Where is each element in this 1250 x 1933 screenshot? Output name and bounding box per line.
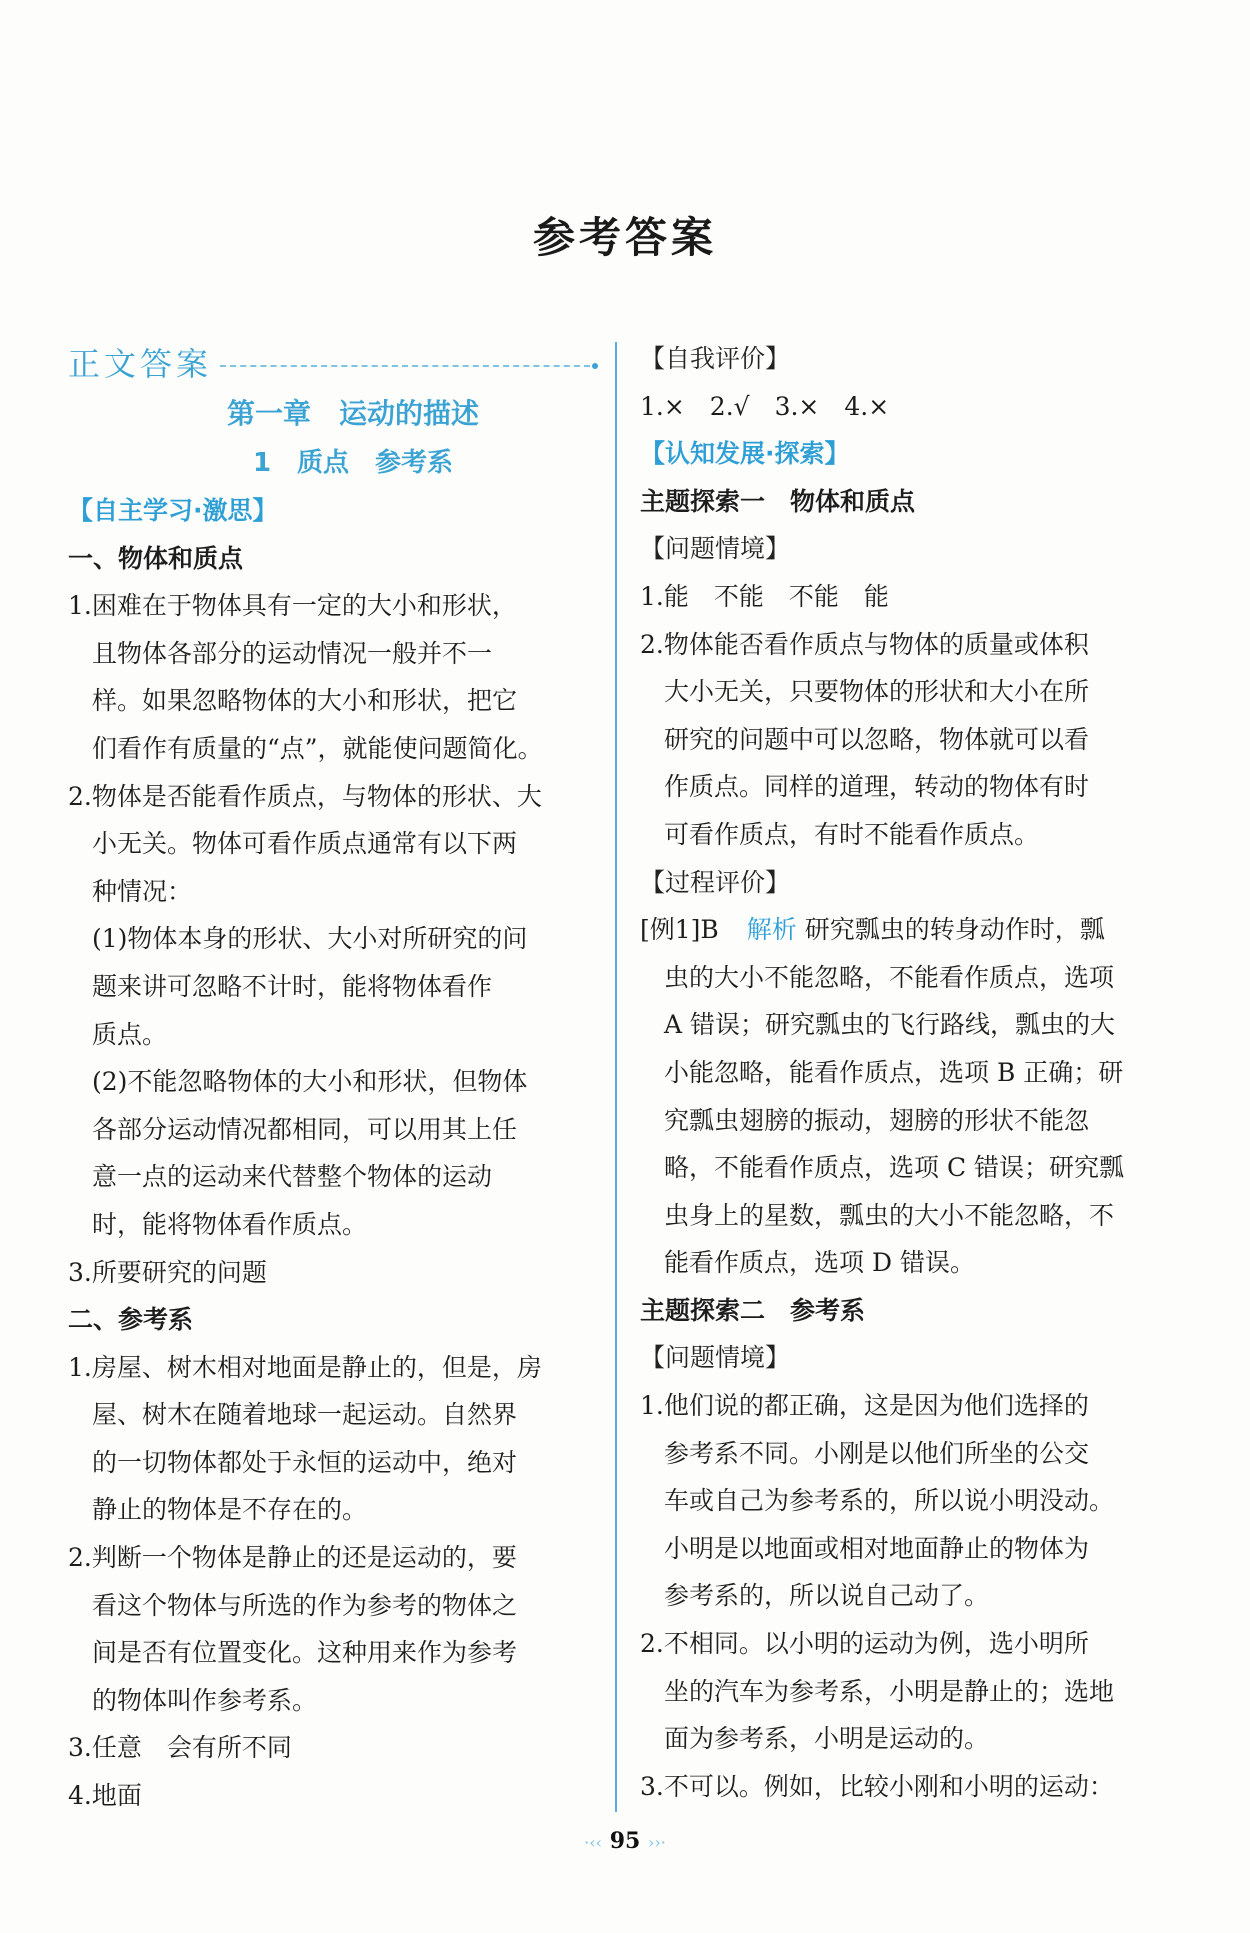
line-text: 小明是以地面或相对地面静止的物体为 [664,1533,1090,1563]
line-text: 【问题情境】 [640,1343,791,1373]
text-line [68,1677,598,1725]
page-footer [0,1828,1250,1854]
text-line [640,1001,1170,1049]
line-text: 3.所要研究的问题 [68,1257,267,1287]
line-text: 作质点。同样的道理，转动的物体有时 [664,772,1090,802]
line-text: 1.他们说的都正确，这是因为他们选择的 [640,1391,1089,1421]
right-text-lines [640,335,1170,1810]
section-heading-text: 正文答案 [68,345,213,383]
text-line [640,1477,1170,1525]
text-line [640,1049,1170,1097]
line-text: 【过程评价】 [640,867,791,897]
line-text: 1.房屋、树木相对地面是静止的，但是，房 [68,1352,542,1382]
line-text: 样。如果忽略物体的大小和形状，把它 [92,686,518,716]
line-text: 们看作有质量的“点”，就能使问题简化。 [92,733,543,763]
page-number: 95 [609,1828,641,1854]
text-line [68,677,598,725]
text-line [640,1572,1170,1620]
line-text: 坐的汽车为参考系，小明是静止的；选地 [664,1676,1115,1706]
text-line [68,1106,598,1154]
text-line [640,1287,1170,1335]
line-text: 屋、树木在随着地球一起运动。自然界 [92,1400,518,1430]
line-text: 看这个物体与所选的作为参考的物体之 [92,1590,518,1620]
text-line [68,1534,598,1582]
line-text: 3.任意 会有所不同 [68,1733,292,1763]
text-line [640,1525,1170,1573]
line-text: 二、参考系 [68,1305,194,1335]
right-column [640,335,1170,1810]
line-text: 面为参考系，小明是运动的。 [664,1724,990,1754]
text-line [68,868,598,916]
line-text: 小能忽略，能看作质点，选项 B 正确；研 [664,1057,1124,1087]
text-line [68,1724,598,1772]
line-text: 略，不能看作质点，选项 C 错误；研究瓢 [664,1153,1125,1183]
text-line [68,820,598,868]
line-text: 大小无关，只要物体的形状和大小在所 [664,677,1090,707]
line-text: 各部分运动情况都相同，可以用其上任 [92,1114,518,1144]
text-line [640,621,1170,669]
section-heading [68,335,598,389]
line-text: 可看作质点，有时不能看作质点。 [664,819,1040,849]
line-text: 意一点的运动来代替整个物体的运动 [92,1162,493,1192]
line-text: 的物体叫作参考系。 [92,1685,318,1715]
text-line [640,430,1170,478]
text-line [640,1763,1170,1811]
text-line [640,1239,1170,1287]
left-column [68,335,598,1820]
line-text: 【问题情境】 [640,534,791,564]
text-line [640,573,1170,621]
text-line [68,487,598,535]
line-text: 2.物体是否能看作质点，与物体的形状、大 [68,781,542,811]
text-line [640,954,1170,1002]
line-text: 参考系不同。小刚是以他们所坐的公交 [664,1438,1090,1468]
column-divider [615,342,617,1812]
text-line [68,1249,598,1297]
text-line [68,915,598,963]
text-line [640,763,1170,811]
text-line [640,1382,1170,1430]
ornament-left-icon: ·‹‹ [584,1833,603,1852]
text-line [640,1620,1170,1668]
text-line [68,1296,598,1344]
text-line [640,1097,1170,1145]
text-line [640,525,1170,573]
subsection-title: 1 质点 参考系 [252,448,454,478]
line-text: 2.判断一个物体是静止的还是运动的，要 [68,1543,517,1573]
analysis-tag: 解析 [746,915,797,945]
line-text: 【自我评价】 [640,344,791,373]
line-text: 【自主学习·激思】 [68,496,278,525]
text-line [68,1344,598,1392]
text-line [640,383,1170,431]
line-text: [例1]B [640,915,719,945]
text-line [68,1439,598,1487]
line-text: 4.地面 [68,1781,142,1811]
line-text-rest: 研究瓢虫的转身动作时，瓢 [796,915,1105,945]
line-text: 主题探索一 物体和质点 [640,486,916,516]
text-line [68,630,598,678]
text-line [68,1201,598,1249]
line-text: 的一切物体都处于永恒的运动中，绝对 [92,1447,518,1477]
text-line [68,1011,598,1059]
text-line [68,963,598,1011]
dot-end-icon [592,363,598,369]
line-text: 参考系的，所以说自己动了。 [664,1581,990,1611]
text-line [640,668,1170,716]
line-text: 时，能将物体看作质点。 [92,1209,368,1239]
line-text: (2)不能忽略物体的大小和形状，但物体 [92,1067,528,1097]
line-text: 究瓢虫翅膀的振动，翅膀的形状不能忽 [664,1105,1090,1135]
text-line [640,859,1170,907]
line-text: 研究的问题中可以忽略，物体就可以看 [664,724,1090,754]
text-line [640,478,1170,526]
text-line [68,582,598,630]
text-line [640,1715,1170,1763]
line-text: 能看作质点，选项 D 错误。 [664,1248,975,1278]
line-text: (1)物体本身的形状、大小对所研究的问 [92,924,528,954]
page-title: 参考答案 [532,213,717,262]
text-line [68,1486,598,1534]
text-line [68,1153,598,1201]
line-text: 题来讲可忽略不计时，能将物体看作 [92,971,493,1001]
chapter-title: 第一章 运动的描述 [226,397,479,430]
line-text: 一、物体和质点 [68,543,244,573]
left-text-lines [68,487,598,1820]
line-text: 种情况： [92,876,193,906]
ornament-right-icon: ››· [647,1833,666,1852]
line-text: 主题探索二 参考系 [640,1295,866,1325]
line-text: 质点。 [92,1019,168,1049]
text-line [640,335,1170,383]
text-line [68,1058,598,1106]
line-text: 虫的大小不能忽略，不能看作质点，选项 [664,962,1115,992]
text-line [68,1772,598,1820]
line-text: 2.不相同。以小明的运动为例，选小明所 [640,1629,1089,1659]
line-text: 虫身上的星数，瓢虫的大小不能忽略，不 [664,1200,1115,1230]
line-text: A 错误；研究瓢虫的飞行路线，瓢虫的大 [664,1010,1116,1040]
text-line [68,773,598,821]
text-line [640,1334,1170,1382]
text-line [640,1668,1170,1716]
line-text: 3.不可以。例如，比较小刚和小明的运动： [640,1771,1114,1801]
line-text: 车或自己为参考系的，所以说小明没动。 [664,1486,1115,1516]
text-line [68,1629,598,1677]
line-text: 1.能 不能 不能 能 [640,581,889,611]
text-line [640,716,1170,764]
line-text: 小无关。物体可看作质点通常有以下两 [92,829,518,859]
line-text: 1.困难在于物体具有一定的大小和形状， [68,591,517,621]
text-line [68,1582,598,1630]
text-line [640,906,1170,954]
line-text: 且物体各部分的运动情况一般并不一 [92,638,493,668]
text-line [68,725,598,773]
text-line [68,1391,598,1439]
line-text: 【认知发展·探索】 [640,439,850,469]
text-line [68,535,598,583]
text-line [640,1192,1170,1240]
text-line [640,1430,1170,1478]
line-text: 静止的物体是不存在的。 [92,1495,368,1525]
dotted-rule [220,365,590,367]
text-line [640,811,1170,859]
line-text: 2.物体能否看作质点与物体的质量或体积 [640,629,1089,659]
line-text: 间是否有位置变化。这种用来作为参考 [92,1638,518,1668]
text-line [640,1144,1170,1192]
line-text: 1.× 2.√ 3.× 4.× [640,391,890,421]
